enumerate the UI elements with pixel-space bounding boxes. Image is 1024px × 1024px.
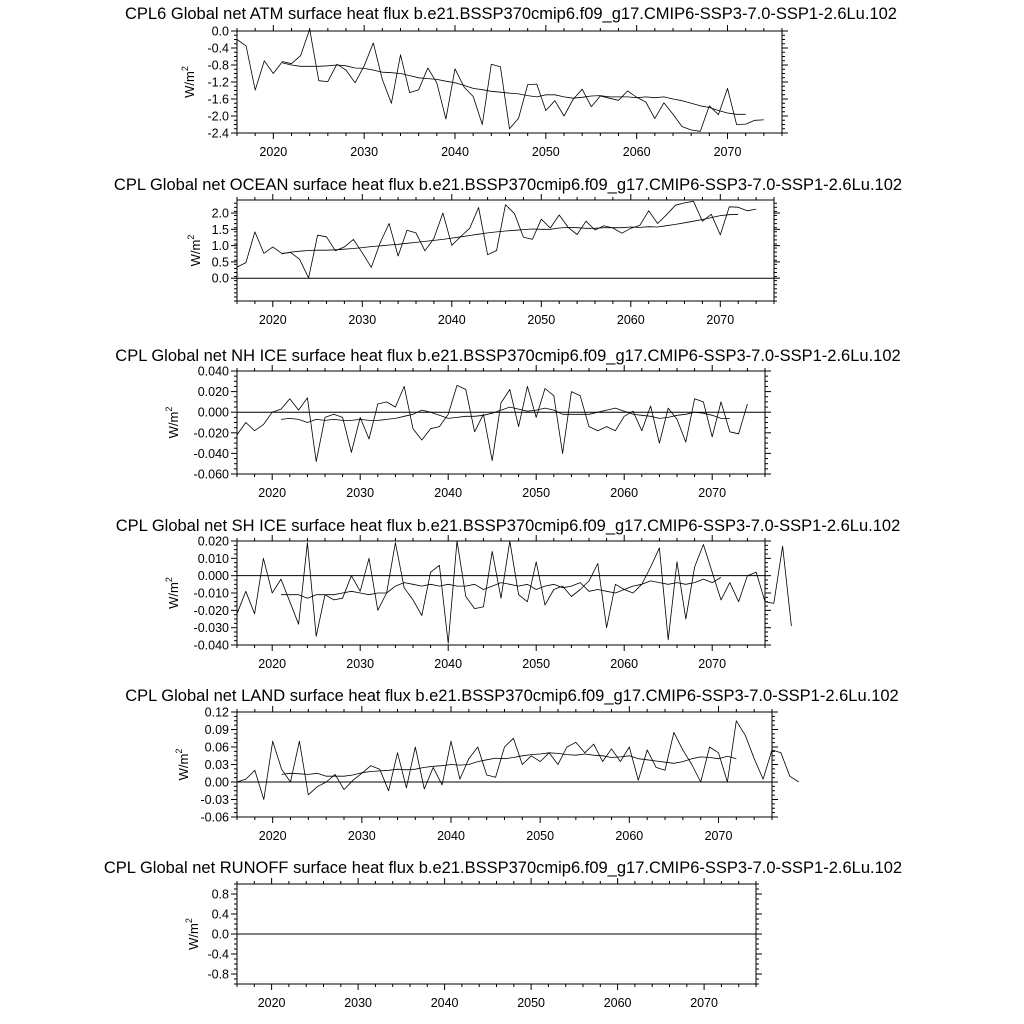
y-axis-label-unit: W/m — [166, 582, 181, 609]
x-tick-label: 2020 — [258, 829, 287, 843]
x-tick-label: 2060 — [622, 145, 651, 159]
y-axis-label — [180, 66, 197, 98]
y-axis-label-exponent: 2 — [164, 406, 174, 412]
y-tick-label: 0.0 — [211, 24, 229, 39]
x-tick-label: 2050 — [531, 145, 560, 159]
y-tick-label: 0.040 — [197, 364, 229, 379]
running-mean-line — [281, 407, 730, 422]
y-tick-label: -2.0 — [207, 109, 229, 124]
x-tick-label: 2020 — [257, 996, 286, 1010]
panel-3 — [115, 347, 900, 500]
x-tick-label: 2020 — [258, 657, 287, 671]
y-tick-label: -0.020 — [193, 603, 229, 618]
plot-frame — [237, 31, 782, 133]
y-tick-label: 0.4 — [211, 907, 229, 922]
x-tick-label: 2050 — [517, 996, 546, 1010]
x-tick-label: 2060 — [603, 996, 632, 1010]
y-axis-label — [184, 918, 201, 950]
x-tick-label: 2040 — [430, 996, 459, 1010]
panel-2 — [114, 176, 902, 327]
annual-series-line — [237, 721, 799, 800]
y-axis-label-exponent: 2 — [164, 577, 174, 583]
panel-title: CPL Global net LAND surface heat flux b.e21.BSSP370cmip6.f09_g17.CMIP6-SSP3-7.0-SSP1-2.6Lu.102 — [125, 687, 899, 705]
y-tick-label: -1.6 — [207, 92, 229, 107]
y-axis-label-unit: W/m — [186, 923, 201, 950]
x-tick-label: 2050 — [527, 313, 556, 327]
y-tick-label: -0.8 — [207, 58, 229, 73]
x-tick-label: 2060 — [615, 829, 644, 843]
y-tick-label: 0.12 — [204, 705, 229, 720]
y-axis-label-unit: W/m — [166, 411, 181, 439]
panel-6 — [104, 859, 902, 1010]
panel-1 — [125, 5, 897, 159]
plot-frame — [237, 371, 765, 474]
y-tick-label: -0.020 — [193, 426, 229, 441]
y-tick-label: 0.000 — [197, 569, 229, 584]
y-tick-label: 0.020 — [197, 534, 229, 549]
panel-4 — [116, 517, 901, 671]
y-tick-label: -0.03 — [200, 793, 229, 807]
x-tick-label: 2050 — [526, 829, 555, 843]
x-tick-label: 2030 — [347, 829, 376, 843]
y-tick-label: -0.030 — [193, 621, 229, 636]
y-tick-label: -0.040 — [193, 446, 229, 461]
y-tick-label: 2.0 — [211, 206, 229, 221]
y-tick-label: -0.8 — [207, 967, 229, 982]
x-tick-label: 2070 — [698, 657, 727, 671]
panel-title: CPL Global net OCEAN surface heat flux b.e21.BSSP370cmip6.f09_g17.CMIP6-SSP3-7.0-SSP1-2.6Lu.102 — [113, 176, 903, 194]
x-tick-label: 2030 — [348, 313, 377, 327]
x-tick-label: 2030 — [346, 657, 375, 671]
y-tick-label: 0.5 — [211, 255, 229, 270]
y-axis-label-exponent: 2 — [186, 234, 196, 240]
annual-series-line — [237, 201, 756, 278]
x-tick-label: 2060 — [610, 486, 639, 500]
annual-series-line — [237, 541, 791, 643]
running-mean-line — [282, 63, 745, 114]
y-tick-label: 0.8 — [211, 887, 229, 902]
y-tick-label: -0.040 — [193, 638, 229, 653]
y-tick-label: 0.020 — [197, 385, 229, 400]
x-tick-label: 2040 — [437, 829, 465, 843]
x-tick-label: 2040 — [437, 313, 466, 327]
x-tick-label: 2070 — [706, 313, 735, 327]
x-tick-label: 2070 — [690, 996, 719, 1010]
y-tick-label: -0.010 — [193, 586, 229, 601]
y-axis-label — [164, 577, 181, 609]
y-axis-label-exponent: 2 — [180, 66, 190, 72]
y-tick-label: 0.03 — [204, 758, 229, 772]
y-tick-label: 0.0 — [211, 927, 229, 942]
y-axis-label — [164, 407, 181, 439]
y-axis-label — [174, 749, 191, 781]
annual-series-line — [237, 385, 747, 461]
x-tick-label: 2030 — [346, 486, 375, 500]
y-axis-label-exponent: 2 — [184, 918, 194, 924]
x-tick-label: 2070 — [698, 486, 727, 500]
y-tick-label: 0.000 — [197, 405, 229, 420]
y-axis-label-exponent: 2 — [174, 748, 184, 754]
x-tick-label: 2030 — [350, 145, 379, 159]
x-tick-label: 2050 — [522, 657, 551, 671]
plot-frame — [237, 541, 765, 645]
y-tick-label: -1.2 — [207, 75, 229, 90]
y-tick-label: 0.09 — [204, 723, 229, 737]
panel-title: CPL6 Global net ATM surface heat flux b.e21.BSSP370cmip6.f09_g17.CMIP6-SSP3-7.0-SSP1-2.6Lu.102 — [125, 5, 897, 23]
running-mean-line — [282, 214, 738, 254]
panel-title: CPL Global net RUNOFF surface heat flux b.e21.BSSP370cmip6.f09_g17.CMIP6-SSP3-7.0-SSP1-2.6Lu.102 — [103, 859, 903, 877]
x-tick-label: 2060 — [610, 657, 639, 671]
y-tick-label: 1.0 — [211, 239, 229, 254]
y-tick-label: 0.010 — [197, 551, 229, 566]
x-tick-label: 2040 — [434, 486, 463, 500]
panel-5 — [125, 687, 899, 843]
panel-title: CPL Global net NH ICE surface heat flux b.e21.BSSP370cmip6.f09_g17.CMIP6-SSP3-7.0-SSP1-2.6Lu.102 — [115, 347, 901, 365]
x-tick-label: 2020 — [258, 313, 287, 327]
y-tick-label: 0.00 — [204, 775, 229, 790]
y-tick-label: 1.5 — [211, 222, 229, 237]
y-axis-label-unit: W/m — [182, 71, 197, 98]
x-tick-label: 2030 — [344, 996, 373, 1010]
y-tick-label: -0.4 — [207, 947, 229, 962]
y-axis-label-unit: W/m — [176, 753, 191, 781]
y-tick-label: -2.4 — [207, 126, 229, 141]
x-tick-label: 2060 — [616, 313, 645, 327]
x-tick-label: 2070 — [704, 829, 733, 843]
x-tick-label: 2070 — [713, 145, 742, 159]
y-tick-label: 0.0 — [211, 271, 229, 286]
x-tick-label: 2050 — [522, 486, 551, 500]
y-tick-label: -0.06 — [200, 810, 229, 825]
y-tick-label: -0.060 — [193, 467, 229, 482]
y-tick-label: 0.06 — [204, 740, 229, 755]
panel-title: CPL Global net SH ICE surface heat flux b.e21.BSSP370cmip6.f09_g17.CMIP6-SSP3-7.0-SSP1-2.6Lu.102 — [115, 517, 901, 535]
x-tick-label: 2040 — [434, 657, 463, 671]
x-tick-label: 2020 — [258, 486, 287, 500]
y-axis-label — [186, 235, 203, 267]
x-tick-label: 2020 — [259, 145, 288, 159]
annual-series-line — [237, 29, 764, 131]
y-tick-label: -0.4 — [207, 41, 229, 56]
x-tick-label: 2040 — [441, 145, 469, 159]
y-axis-label-unit: W/m — [188, 239, 203, 267]
